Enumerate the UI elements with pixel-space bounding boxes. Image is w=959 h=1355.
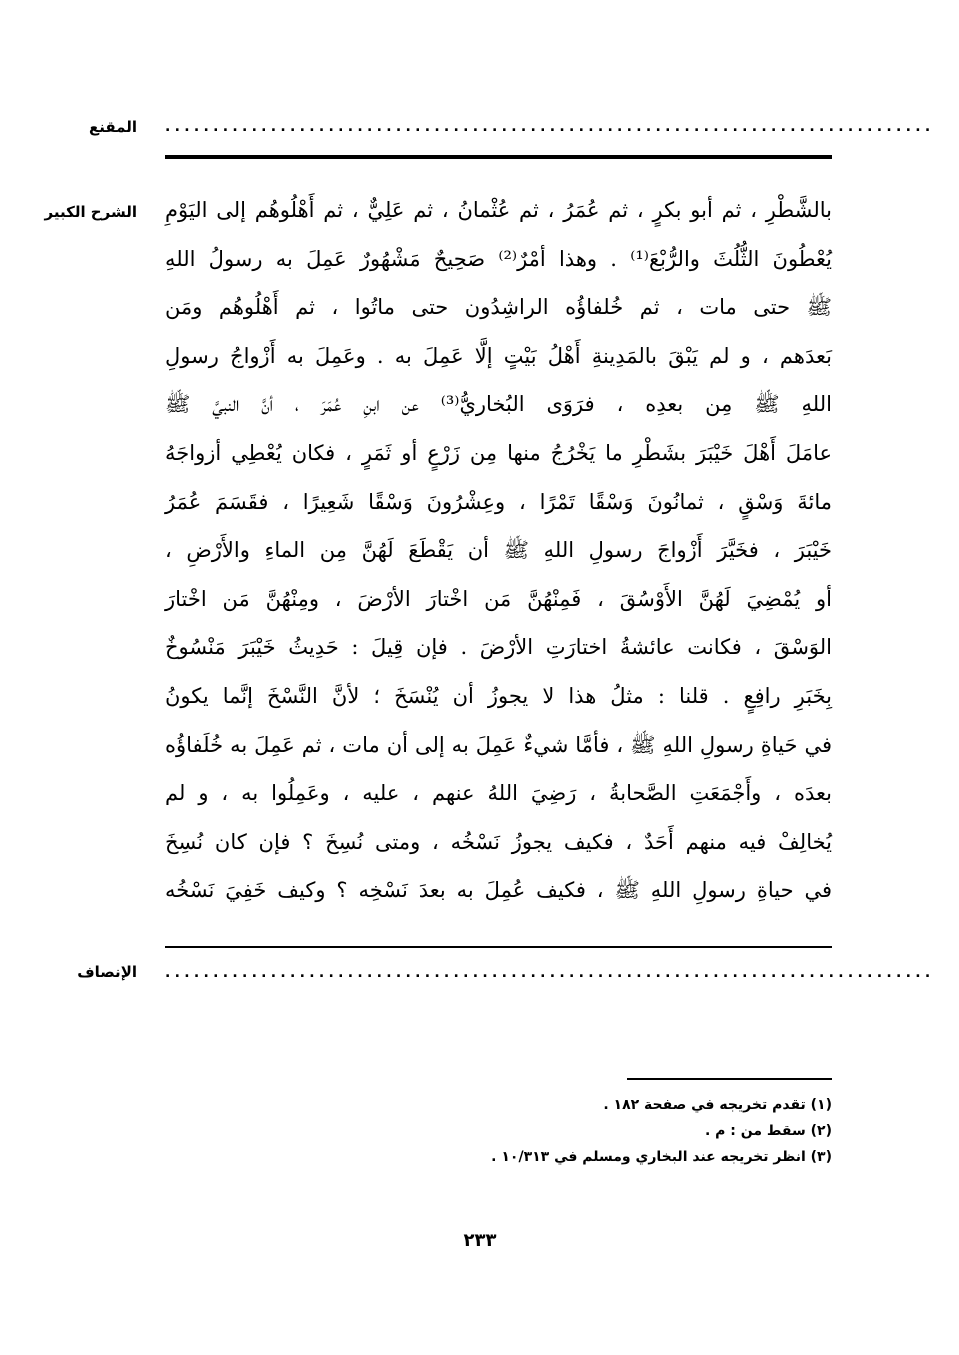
text-line: يُخالِفْ فيه منهم أَحَدٌ ، فكيف يجوزُ نَسْخُه ، ومتى نُسِخَ ؟ فإن كان نُسِخَ: [165, 829, 832, 854]
text-line: أو يُمْضِيَ لَهُنَّ الأَوْسُقَ ، فَمِنْهُنَّ مَن اخْتارَ الأرْضَ ، ومِنْهُنَّ مَن اخْتارَ: [165, 586, 832, 611]
footnote: (٣) انظر تخريجه عند البخاري ومسلم في ١٠/٣١٣ .: [491, 1149, 832, 1165]
text-line: بِخَبَرِ رافِعٍ . قلنا : مثلُ هذا لا يجوزُ أن يُنْسَخَ ؛ لأنَّ النَّسْخَ إنَّما يكونُ: [165, 683, 832, 708]
header-rule: [165, 155, 832, 159]
header-dotted-line: ................................................................................: [165, 119, 935, 135]
book-title: المقنع: [89, 118, 137, 136]
text-line: بعدَه ، وأَجْمَعَتِ الصَّحابةُ ، رَضِيَ اللهُ عنهم ، عليه ، وعَمِلُوا به ، و لم: [165, 781, 832, 806]
page-number: ٢٣٣: [463, 1230, 497, 1251]
insaf-label: الإنصاف: [77, 963, 137, 981]
insaf-dotted-line: ................................................................................: [165, 965, 935, 981]
text-line: الوَسْقَ ، فكانت عائشةُ اختارَتِ الأرْضَ . فإن قِيلَ : حَدِيثُ خَيْبَرَ مَنْسُوخٌ: [165, 635, 832, 660]
text-line: في حَياةِ رسولِ اللهِ ﷺ ، فأمَّا شيءٌ عَمِلَ به إلى أن مات ، ثم عَمِلَ به خُلَفاؤُه: [165, 732, 832, 757]
footnote: (١) تقدم تخريجه في صفحة ١٨٢ .: [603, 1097, 832, 1113]
footnotes: [480, 1092, 832, 1170]
text-line: في حياةِ رسولِ اللهِ ﷺ ، فكيف عُمِلَ به بعدَ نَسْخِه ؟ وكيف خَفِيَ نَسْخُه: [165, 878, 832, 903]
text-line: بَعدَهم ، و لم يَبْقَ بالمَدِينةِ أَهْلُ بَيْتٍ إلَّا عَمِلَ به . وعَمِلَ به أَزْواجُ رسولِ: [165, 343, 832, 368]
footnote-rule: [627, 1078, 832, 1080]
text-line: ﷺ حتى مات ، ثم خُلفاؤُه الراشِدُون حتى ماتُوا ، ثم أَهْلُوهُم ومَن: [165, 295, 832, 320]
text-line: بالشَّطْرِ ، ثم أبو بكرٍ ، ثم عُمَرُ ، ثم عُثْمانُ ، ثم عَلِيٌّ ، ثم أَهْلُوهُم إلى اليَوْمِ: [165, 198, 832, 222]
text-line: يُعْطُونَ الثُّلُثَ والرُّبْعَ⁽¹⁾ . وهذا أمْرٌ⁽²⁾ صَحِيحٌ مَشْهُورٌ عَمِلَ به رسولُ اللهِ: [165, 246, 833, 271]
commentary-label: الشرح الكبير: [44, 203, 137, 221]
section-divider: [165, 946, 832, 948]
main-text-block: [165, 186, 832, 915]
text-line: خَيْبَرَ ، فخَيَّرَ أَزْواجَ رسولِ اللهِ ﷺ أن يَقْطَعَ لَهُنَّ مِن الماءِ والأَرْضِ ،: [165, 538, 832, 563]
text-line: عامَلَ أَهْلَ خَيْبَرَ بشَطْرِ ما يَخْرُجُ منها مِن زَرْعٍ أو ثَمَرٍ ، فكان يُعْطِي أزواجَهُ: [165, 440, 832, 465]
text-line: مائةَ وَسْقٍ ، ثمانُونَ وَسْقًا تَمْرًا ، وعِشْرُونَ وَسْقًا شَعِيرًا ، فقَسَمَ عُمَرُ: [165, 489, 832, 514]
footnote: (٢) سقط من : م .: [704, 1123, 832, 1139]
text-line: اللهِ ﷺ مِن بعدِه ، فرَوَى البُخاريُّ⁽³⁾ عن ابنِ عُمَرَ ، أنَّ النبيَّ ﷺ: [165, 392, 832, 417]
